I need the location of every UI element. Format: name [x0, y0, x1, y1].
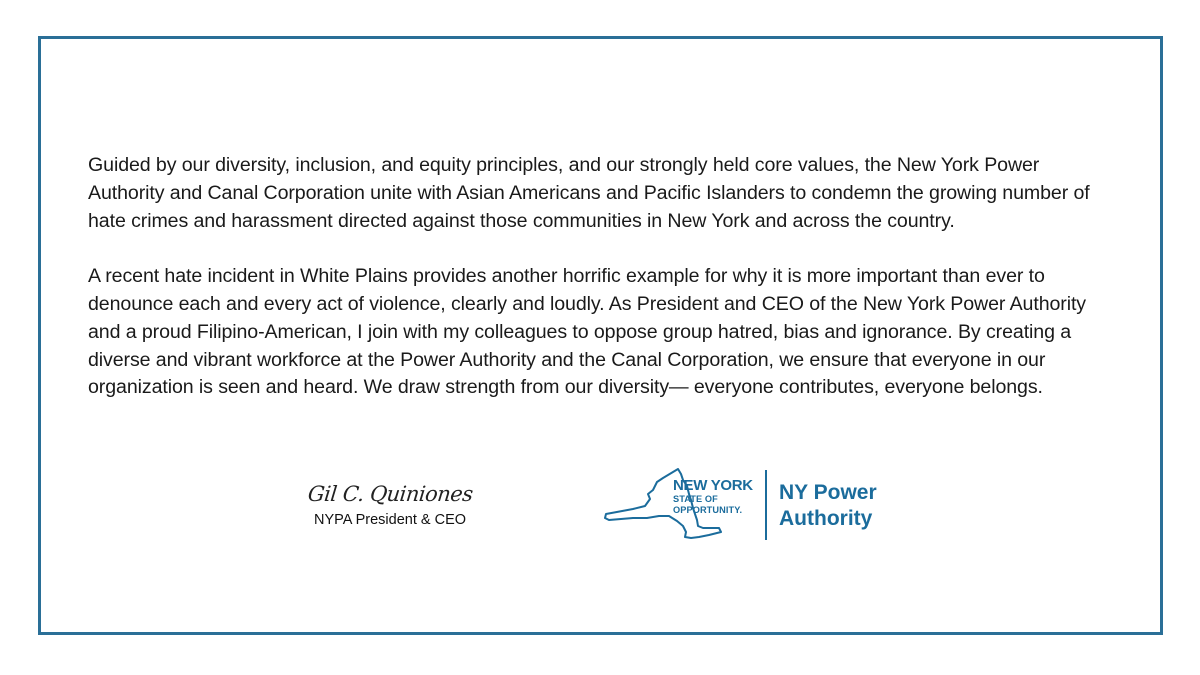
signature-title: NYPA President & CEO — [313, 512, 467, 528]
state-line-3: OPPORTUNITY. — [673, 505, 743, 516]
agency-line-1: NY Power — [779, 481, 877, 504]
state-line-2: STATE OF — [673, 494, 718, 504]
statement-body — [88, 152, 1118, 402]
statement-paragraph-1: Guided by our diversity, inclusion, and equity principles, and our strongly held core values, the New York Power Authority and Canal Corporation unite with Asian Americans and Pacific Islanders to condemn the growing number of hate crimes and harassment directed against those communities in New York and across the country. — [88, 154, 1090, 232]
agency-wordmark — [779, 480, 877, 532]
statement-paragraph-2: A recent hate incident in White Plains provides another horrific example for why it is more important than ever to denounce each and every act of violence, clearly and loudly. As President and CEO of the New York Power Authority and a proud Filipino-American, I join with my colleagues to oppose group hatred, bias and ignorance. By creating a diverse and vibrant workforce at the Power Authority and the Canal Corporation, we ensure that everyone in our organization is seen and heard. We draw strength from our diversity— everyone contributes, everyone belongs. — [88, 265, 1087, 399]
state-of-opportunity-wordmark — [673, 478, 753, 515]
logo-divider — [765, 470, 767, 540]
signature-block — [300, 482, 480, 528]
agency-line-2: Authority — [779, 507, 873, 530]
state-line-1: NEW YORK — [673, 477, 753, 494]
nypa-logo — [603, 466, 903, 542]
signature-name: Gil C. Quiniones — [306, 482, 474, 506]
